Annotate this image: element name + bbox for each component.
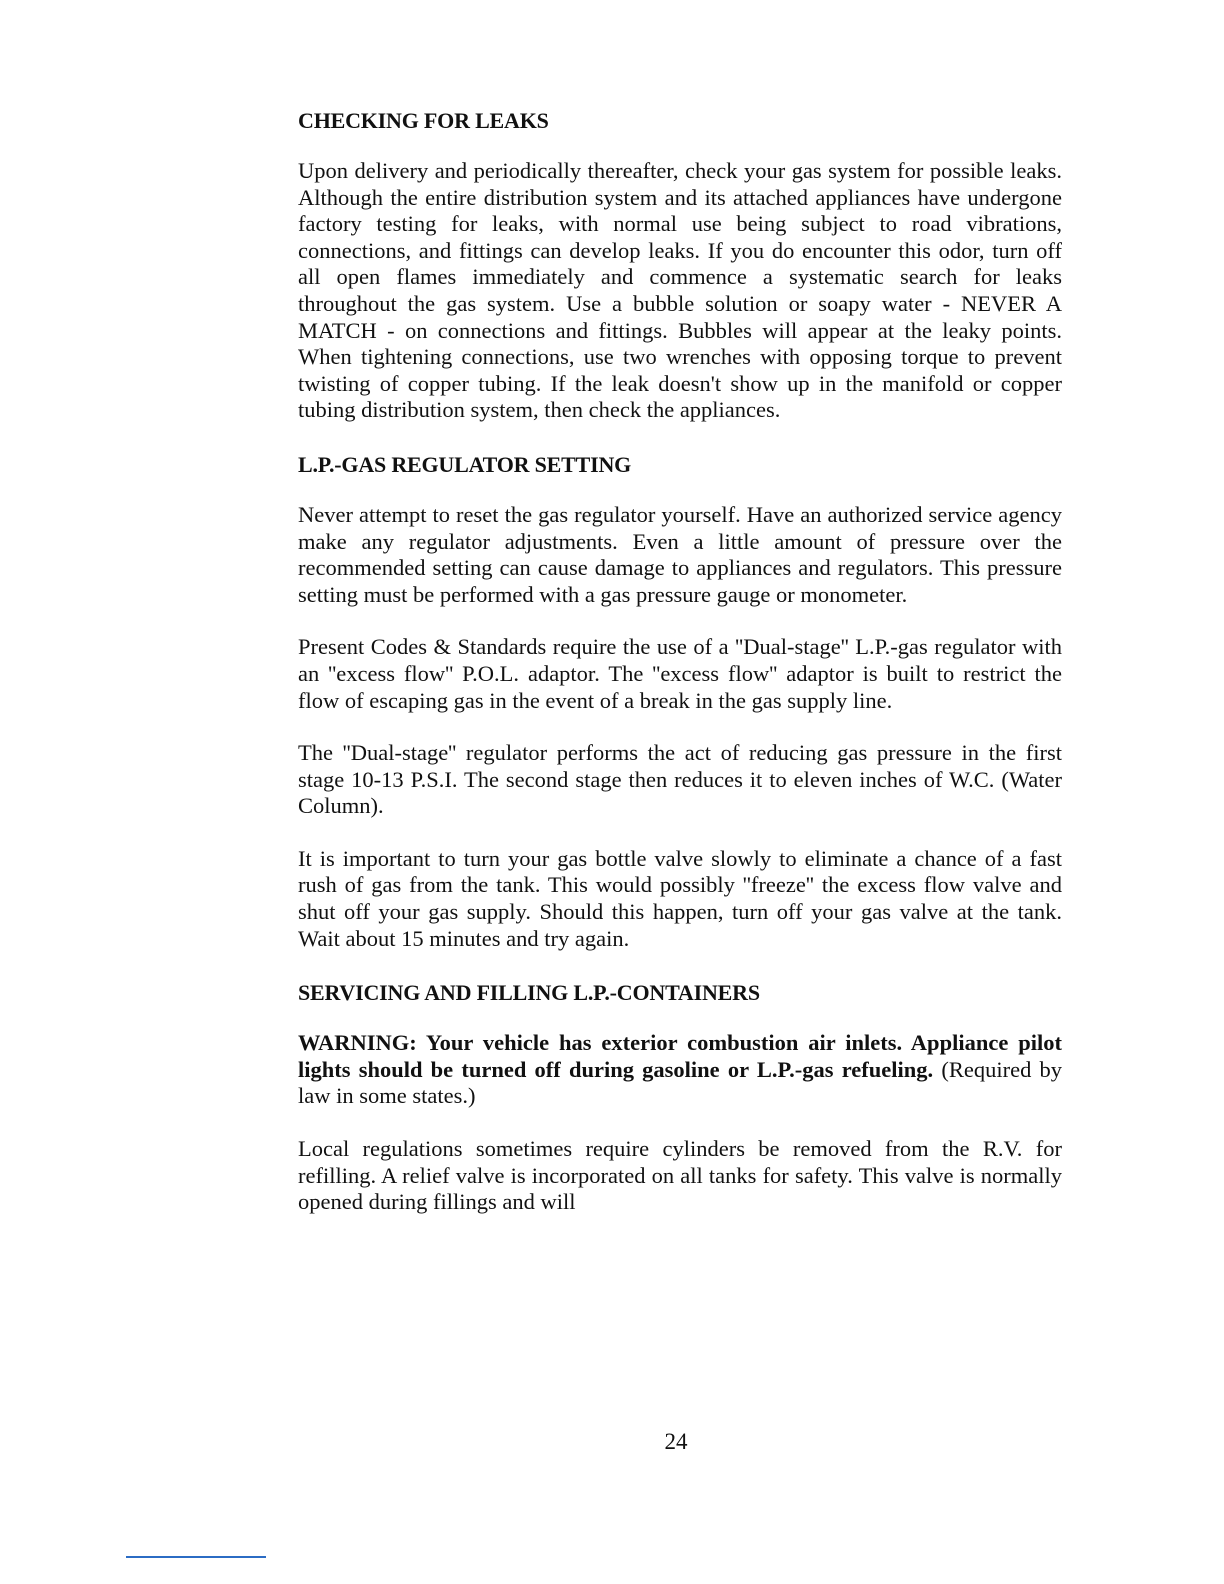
section-heading-servicing-filling: SERVICING AND FILLING L.P.-CONTAINERS <box>298 980 760 1006</box>
warning-paragraph <box>298 1030 1062 1110</box>
paragraph-dual-stage: The ''Dual-stage'' regulator performs the act of reducing gas pressure in the first stage 10-13 P.S.I. The second stage then reduces it to eleven inches of W.C. (Water Column). <box>298 740 1062 819</box>
section-heading-regulator-setting: L.P.-GAS REGULATOR SETTING <box>298 451 632 477</box>
paragraph-leaks: Upon delivery and periodically thereafter, check your gas system for possible leaks. Although the entire distribution system and its attached appliances have undergone factory testing for leaks, with normal use being subject to road vibrations, connections, and fittings can develop leaks. If you do encounter this odor, turn off all open flames immediately and commence a systematic search for leaks throughout the gas system. Use a bubble solution or soapy water - NEVER A MATCH - on connections and fittings. Bubbles will appear at the leaky points. When tightening connections, use two wrenches with opposing torque to prevent twisting of copper tubing. If the leak doesn't show up in the manifold or copper tubing distribution system, then check the appliances. <box>298 158 1062 423</box>
paragraph-bottle-valve: It is important to turn your gas bottle valve slowly to eliminate a chance of a fast rush of gas from the tank. This would possibly ''freeze'' the excess flow valve and shut off your gas supply. Should this happen, turn off your gas valve at the tank. Wait about 15 minutes and try again. <box>298 845 1062 951</box>
paragraph-regulator-reset: Never attempt to reset the gas regulator yourself. Have an authorized service agency make any regulator adjustments. Even a little amount of pressure over the recommended setting can cause damage to appliances and regulators. This pressure setting must be performed with a gas pressure gauge or monometer. <box>298 501 1062 607</box>
section-heading-checking-for-leaks: CHECKING FOR LEAKS <box>298 108 549 133</box>
warning-note-text: (Required by law in some states.) <box>298 1056 1062 1109</box>
footer-divider <box>126 1556 266 1558</box>
paragraph-local-regulations: Local regulations sometimes require cylinders be removed from the R.V. for refilling. A relief valve is incorporated on all tanks for safety. This valve is normally opened during fillings and will <box>298 1136 1062 1215</box>
page-number: 24 <box>664 1429 688 1454</box>
paragraph-codes-standards: Present Codes & Standards require the use of a ''Dual-stage'' L.P.-gas regulator with an ''excess flow'' P.O.L. adaptor. The ''excess flow'' adaptor is built to restrict the flow of escaping gas in the event of a break in the gas supply line. <box>298 634 1062 713</box>
warning-bold-text: WARNING: Your vehicle has exterior combustion air inlets. Appliance pilot lights should be turned off during gasoline or L.P.-gas refueling. <box>298 1030 1062 1082</box>
page-content <box>298 106 1062 1242</box>
